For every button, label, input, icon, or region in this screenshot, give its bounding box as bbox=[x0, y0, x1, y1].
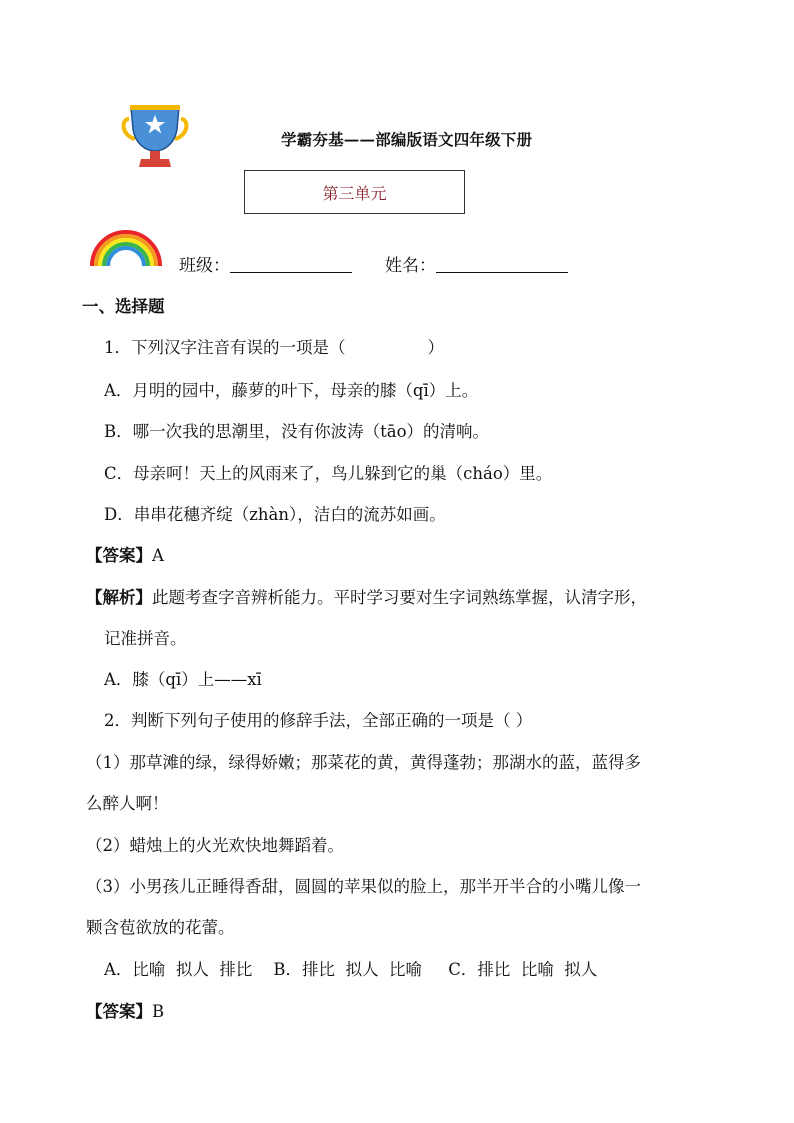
document-title: 学霸夯基——部编版语文四年级下册 bbox=[281, 130, 533, 149]
q2-answer-label: 【答案】 bbox=[86, 1002, 152, 1021]
name-field bbox=[385, 251, 568, 276]
name-label: 姓名： bbox=[385, 256, 436, 276]
q1-analysis-detail: A．膝（qī）上——xī bbox=[104, 670, 262, 689]
q1-analysis-cont: 记准拼音。 bbox=[104, 629, 187, 648]
rainbow-icon bbox=[88, 228, 164, 268]
q2-sentence-1-cont: 么醉人啊！ bbox=[86, 794, 169, 813]
q1-stem bbox=[104, 336, 444, 360]
name-blank[interactable] bbox=[436, 256, 568, 273]
class-label: 班级： bbox=[179, 256, 230, 276]
class-blank[interactable] bbox=[230, 256, 352, 273]
section-heading: 一、选择题 bbox=[82, 297, 165, 316]
q2-sentence-2: （2）蜡烛上的火光欢快地舞蹈着。 bbox=[86, 836, 344, 855]
q2-answer-value: B bbox=[152, 1002, 165, 1021]
q1-answer-label: 【答案】 bbox=[86, 546, 152, 565]
unit-title-box bbox=[244, 170, 465, 214]
unit-title: 第三单元 bbox=[322, 183, 387, 203]
q2-options: A．比喻 拟人 排比 B．排比 拟人 比喻 C．排比 比喻 拟人 bbox=[104, 960, 598, 979]
q2-sentence-1: （1）那草滩的绿，绿得娇嫩；那菜花的黄，黄得蓬勃；那湖水的蓝，蓝得多 bbox=[86, 753, 641, 772]
q2-sentence-3: （3）小男孩儿正睡得香甜，圆圆的苹果似的脸上，那半开半合的小嘴儿像一 bbox=[86, 877, 641, 896]
trophy-icon bbox=[119, 101, 191, 171]
class-field bbox=[179, 251, 352, 276]
q1-answer bbox=[86, 544, 164, 568]
q2-sentence-3-cont: 颗含苞欲放的花蕾。 bbox=[86, 918, 235, 937]
q1-option-d: D．串串花穗齐绽（zhàn），洁白的流苏如画。 bbox=[104, 505, 446, 524]
q1-option-a: A．月明的园中，藤萝的叶下，母亲的膝（qī）上。 bbox=[104, 381, 479, 400]
q1-analysis bbox=[86, 586, 647, 610]
q1-stem-text: 1．下列汉字注音有误的一项是（ bbox=[104, 338, 346, 357]
q2-answer bbox=[86, 1000, 164, 1024]
q1-option-c: C．母亲呵！天上的风雨来了，鸟儿躲到它的巢（cháo）里。 bbox=[104, 464, 553, 483]
q1-answer-value: A bbox=[152, 546, 164, 565]
q1-stem-close: ） bbox=[427, 338, 444, 357]
q1-analysis-label: 【解析】 bbox=[86, 588, 152, 607]
q1-analysis-text: 此题考查字音辨析能力。平时学习要对生字词熟练掌握，认清字形， bbox=[152, 588, 647, 607]
q1-option-b: B．哪一次我的思潮里，没有你波涛（tāo）的清响。 bbox=[104, 422, 490, 441]
q2-stem: 2．判断下列句子使用的修辞手法，全部正确的一项是（ ） bbox=[104, 711, 533, 730]
